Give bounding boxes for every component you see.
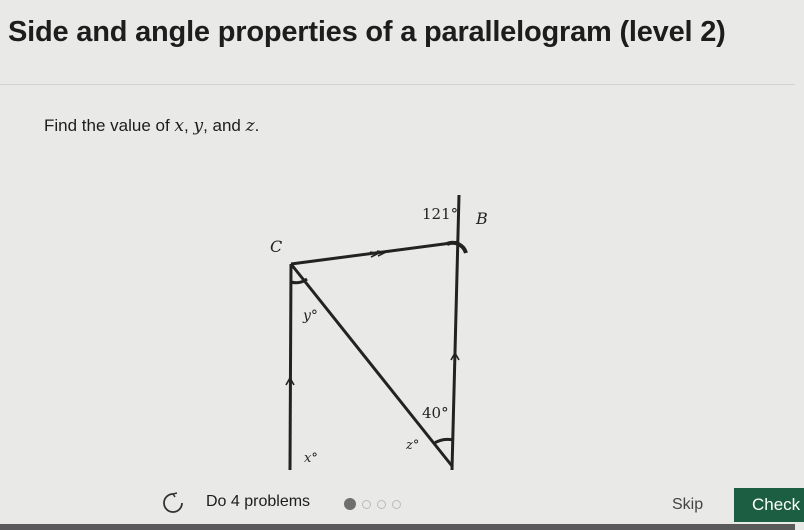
angle-label-40: 40° — [422, 404, 449, 422]
label-b: B — [476, 209, 488, 228]
var-z: z — [245, 116, 255, 136]
angle-arc-z — [433, 439, 453, 444]
skip-button[interactable]: Skip — [666, 492, 709, 518]
diagonal — [291, 264, 452, 466]
side-left — [290, 264, 291, 470]
var-y: y — [193, 116, 204, 136]
window-bottom-edge — [0, 524, 795, 530]
progress-dot — [377, 500, 386, 509]
sep-1: , — [184, 116, 194, 135]
angle-arc-c — [291, 279, 307, 283]
progress-dot-complete — [344, 498, 356, 510]
progress-dot — [392, 500, 401, 509]
progress-dot — [362, 500, 371, 509]
prompt-text: Find the value of — [44, 116, 175, 135]
page-title: Side and angle properties of a parallelogram (level 2) — [8, 16, 726, 48]
label-c: C — [270, 237, 283, 256]
progress-circle-icon — [162, 492, 184, 514]
angle-label-z: z° — [406, 438, 420, 453]
side-right — [452, 195, 459, 470]
sep-2: , and — [203, 116, 246, 135]
progress-label: Do 4 problems — [206, 493, 311, 510]
progress-dots — [344, 498, 401, 510]
angle-label-x: x° — [304, 451, 318, 466]
angle-label-b: 121° — [422, 205, 459, 223]
angle-label-y: y° — [303, 308, 318, 324]
prompt-suffix: . — [254, 116, 260, 135]
check-button[interactable]: Check — [734, 488, 804, 522]
var-x: x — [174, 116, 185, 136]
